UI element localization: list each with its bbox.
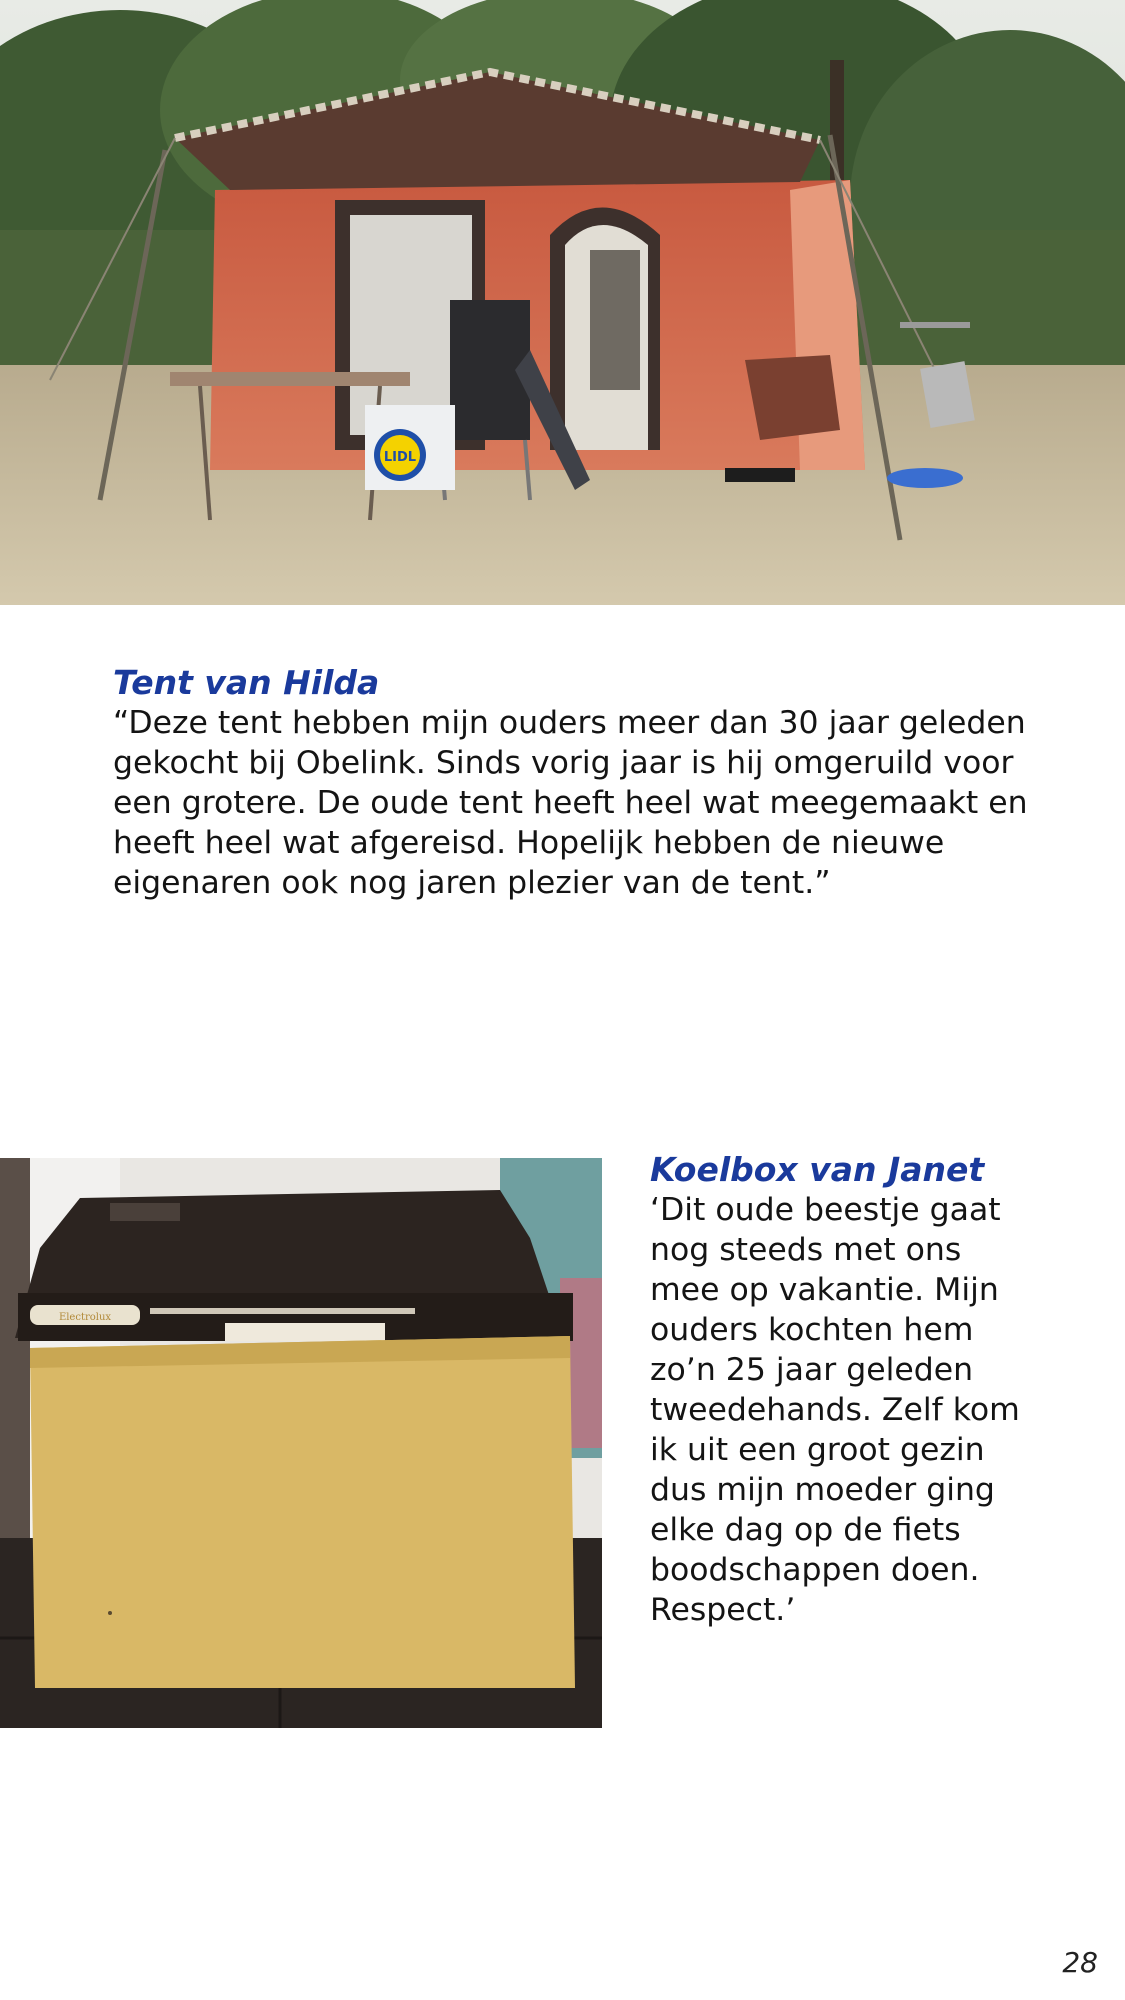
- story-body: ‘Dit oude beestje gaat nog steeds met ons mee op vakantie. Mijn ouders kochten hem zo’n 25 jaar geleden tweedehands. Zelf kom ik uit een groot gezin dus mijn moeder ging elke dag op de fiets boodschappen doen. Respect.’: [650, 1192, 1020, 1628]
- tent-photo: [0, 0, 1125, 605]
- page-number: 28: [1062, 1946, 1098, 1979]
- lidl-sign-text: LIDL: [383, 450, 417, 465]
- story-body: “Deze tent hebben mijn ouders meer dan 30 jaar geleden gekocht bij Obelink. Sinds vorig jaar is hij omgeruild voor een grotere. De oude tent heeft heel wat meegemaakt en heeft heel wat afgereisd. Hopelijk hebben de nieuwe eigenaren ook nog jaren plezier van de tent.”: [113, 705, 1028, 901]
- story-tent: [113, 663, 1033, 903]
- story-title: Koelbox van Janet: [650, 1150, 985, 1189]
- story-cooler: [650, 1150, 1090, 1630]
- cooler-photo: [0, 1158, 602, 1728]
- story-title: Tent van Hilda: [113, 663, 380, 702]
- cooler-brand-text: Electrolux: [58, 1312, 112, 1323]
